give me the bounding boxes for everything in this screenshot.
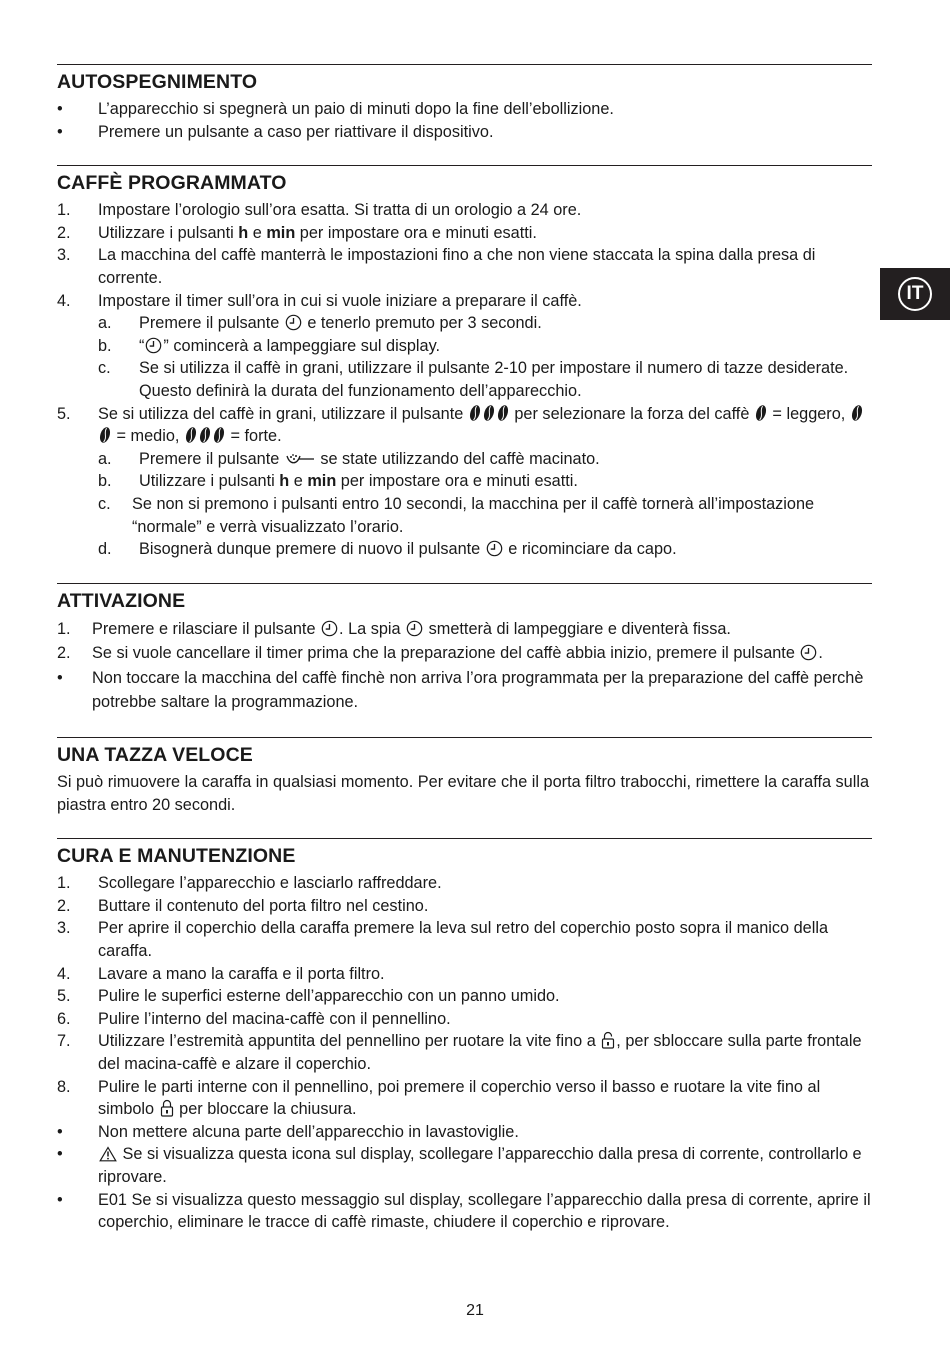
clock-icon [406, 620, 423, 637]
item-text: Pulire le parti interne con il pennellino, poi premere il coperchio verso il basso e ruotare la vite fino al simbolo [98, 1077, 821, 1119]
list-item [57, 199, 872, 222]
item-text: Premere e rilasciare il pulsante [92, 619, 321, 638]
list-item [57, 403, 872, 448]
sub-letter: a. [98, 314, 112, 333]
item-text: Se si utilizza il caffè in grani, utilizzare il pulsante 2-10 per impostare il numero di tazze desiderate. Questo definirà la durata del funzionamento dell’apparecchio. [139, 359, 849, 400]
item-text: Se si vuole cancellare il timer prima che la preparazione del caffè abbia inizio, premere il pulsante [92, 644, 800, 663]
item-text: e [248, 223, 267, 242]
h-button-label: h [279, 472, 290, 491]
list-item [57, 1008, 872, 1031]
item-text: Impostare l’orologio sull’ora esatta. Si tratta di un orologio a 24 ore. [98, 201, 582, 220]
item-text: per impostare ora e minuti esatti. [295, 223, 537, 242]
item-text: = medio, [112, 427, 184, 446]
item-number: 4. [57, 291, 71, 310]
warning-icon [99, 1146, 117, 1162]
sub-item [57, 538, 872, 561]
item-text: per bloccare la chiusura. [174, 1100, 357, 1119]
item-text: Scollegare l’apparecchio e lasciarlo raffreddare. [98, 874, 442, 893]
clock-icon [486, 540, 503, 557]
item-text: Pulire le superfici esterne dell’apparecchio con un panno umido. [98, 987, 560, 1006]
item-number: 3. [57, 919, 71, 938]
item-text: , per sbloccare sulla parte frontale del macina-caffè e alzare il coperchio. [98, 1032, 862, 1073]
list-item [57, 290, 872, 313]
section-autospegnimento [57, 64, 872, 143]
section-title: AUTOSPEGNIMENTO [57, 71, 258, 93]
list-item [57, 963, 872, 986]
page-number: 21 [466, 1302, 484, 1319]
section-caffe-programmato [57, 165, 872, 561]
item-text: per impostare ora e minuti esatti. [336, 472, 578, 491]
sub-letter: b. [98, 472, 112, 491]
paragraph: Si può rimuovere la caraffa in qualsiasi momento. Per evitare che il porta filtro trabocchi, rimettere la caraffa sulla piastra entro 20 secondi. [57, 773, 870, 814]
sub-letter: b. [98, 336, 112, 355]
item-text: La macchina del caffè manterrà le impostazioni fino a che non viene staccata la spina dalla presa di corrente. [98, 246, 816, 287]
section-title: UNA TAZZA VELOCE [57, 744, 253, 767]
clock-icon [285, 314, 302, 331]
item-number: 5. [57, 404, 71, 423]
item-text: Impostare il timer sull’ora in cui si vuole iniziare a preparare il caffè. [98, 291, 582, 310]
item-text: Bisognerà dunque premere di nuovo il pulsante [139, 540, 485, 559]
item-number: 1. [57, 874, 71, 893]
item-text: . La spia [339, 619, 406, 638]
item-text: Premere il pulsante [139, 314, 284, 333]
item-text: E01 Se si visualizza questo messaggio sul display, scollegare l’apparecchio dalla presa di corrente, aprire il coperchio, eliminare le tracce di caffè rimaste, chiudere il coperchio e riprovare. [98, 1190, 871, 1232]
bullet: • [57, 1122, 63, 1141]
sub-letter: c. [98, 494, 111, 513]
bullet: • [57, 100, 63, 118]
item-number: 7. [57, 1032, 71, 1051]
sub-letter: d. [98, 540, 112, 559]
item-text: = forte. [225, 427, 282, 446]
item-text: Per aprire il coperchio della caraffa premere la leva sul retro del coperchio posto sopra il manico della caraffa. [98, 919, 829, 961]
list-item [57, 641, 872, 666]
item-number: 4. [57, 964, 71, 983]
list-item [57, 872, 872, 895]
section-title: CURA E MANUTENZIONE [57, 845, 296, 868]
item-text: Utilizzare i pulsanti [139, 472, 280, 491]
bullet: • [57, 1145, 63, 1164]
item-text: Utilizzare l’estremità appuntita del pennellino per ruotare la vite fino a [98, 1032, 601, 1051]
item-text: = leggero, [767, 404, 850, 423]
item-number: 5. [57, 987, 71, 1006]
min-button-label: min [307, 472, 337, 491]
item-number: 2. [57, 896, 71, 915]
item-number: 2. [57, 223, 71, 242]
item-text: L’apparecchio si spegnerà un paio di minuti dopo la fine dell’ebollizione. [98, 100, 614, 118]
item-text: Pulire l’interno del macina-caffè con il pennellino. [98, 1009, 451, 1028]
sub-item [57, 357, 872, 402]
item-text: Premere un pulsante a caso per riattivare il dispositivo. [98, 122, 494, 141]
list-item [57, 98, 872, 121]
item-number: 1. [57, 619, 71, 638]
list-item [57, 917, 872, 962]
item-text: smetterà di lampeggiare e diventerà fissa. [424, 619, 731, 638]
item-number: 8. [57, 1077, 71, 1096]
item-text: e [289, 472, 308, 491]
sub-item [57, 335, 872, 358]
section-attivazione [57, 583, 872, 715]
list-item [57, 1030, 872, 1075]
lock-icon [160, 1099, 174, 1117]
item-number: 1. [57, 201, 71, 220]
list-item [57, 121, 872, 144]
strong-beans-icon [184, 427, 226, 445]
manual-page [57, 64, 872, 1256]
list-item [57, 1189, 872, 1234]
list-item [57, 617, 872, 642]
item-text: Non toccare la macchina del caffè finchè non arriva l’ora programmata per la preparazione del caffè perchè potrebbe saltare la programmazione. [92, 668, 864, 712]
section-cura-manutenzione [57, 838, 872, 1234]
item-text: e tenerlo premuto per 3 secondi. [302, 314, 542, 333]
item-text: Premere il pulsante [139, 449, 284, 468]
list-item [57, 985, 872, 1008]
unlock-icon [601, 1031, 615, 1049]
ground-coffee-icon [285, 451, 315, 467]
language-badge: IT [898, 277, 932, 311]
min-button-label: min [266, 223, 296, 242]
h-button-label: h [238, 223, 249, 242]
clock-icon [321, 620, 338, 637]
bullet: • [57, 668, 63, 687]
item-text: Lavare a mano la caraffa e il porta filtro. [98, 964, 385, 983]
bullet: • [57, 122, 63, 141]
item-text: “ [139, 336, 145, 355]
clock-icon [800, 644, 817, 661]
sub-letter: c. [98, 359, 111, 378]
item-text: Utilizzare i pulsanti [98, 223, 239, 242]
sub-item [57, 470, 872, 493]
section-tazza-veloce [57, 737, 872, 816]
list-item [57, 244, 872, 289]
item-text: . [818, 644, 823, 663]
item-text: Non mettere alcuna parte dell’apparecchio in lavastoviglie. [98, 1122, 519, 1141]
light-bean-icon [755, 404, 767, 422]
language-tab [880, 268, 950, 320]
list-item [57, 222, 872, 245]
list-item [57, 1076, 872, 1121]
bullet: • [57, 1190, 63, 1209]
sub-letter: a. [98, 449, 112, 468]
item-number: 6. [57, 1009, 71, 1028]
item-number: 3. [57, 246, 71, 265]
item-text: Se si visualizza questa icona sul display, scollegare l’apparecchio dalla presa di corrente, controllarlo e riprovare. [98, 1145, 862, 1186]
item-text: Se non si premono i pulsanti entro 10 secondi, la macchina per il caffè tornerà all’impostazione “normale” e verrà visualizzato l’orario. [132, 494, 815, 536]
strong-beans-icon [468, 405, 510, 423]
item-number: 2. [57, 644, 71, 663]
section-title: ATTIVAZIONE [57, 589, 186, 612]
sub-item [57, 312, 872, 335]
list-item [57, 1143, 872, 1188]
sub-item [57, 493, 872, 538]
item-text: Se si utilizza del caffè in grani, utilizzare il pulsante [98, 404, 468, 423]
list-item [57, 1121, 872, 1144]
item-text: ” comincerà a lampeggiare sul display. [163, 336, 441, 355]
list-item [57, 895, 872, 918]
item-text: se state utilizzando del caffè macinato. [315, 449, 600, 468]
item-text: Buttare il contenuto del porta filtro nel cestino. [98, 896, 429, 915]
section-title: CAFFÈ PROGRAMMATO [57, 172, 287, 195]
clock-icon [145, 337, 162, 354]
list-item [57, 666, 872, 715]
sub-item [57, 448, 872, 471]
item-text: e ricominciare da capo. [503, 540, 677, 559]
item-text: per selezionare la forza del caffè [509, 404, 754, 423]
